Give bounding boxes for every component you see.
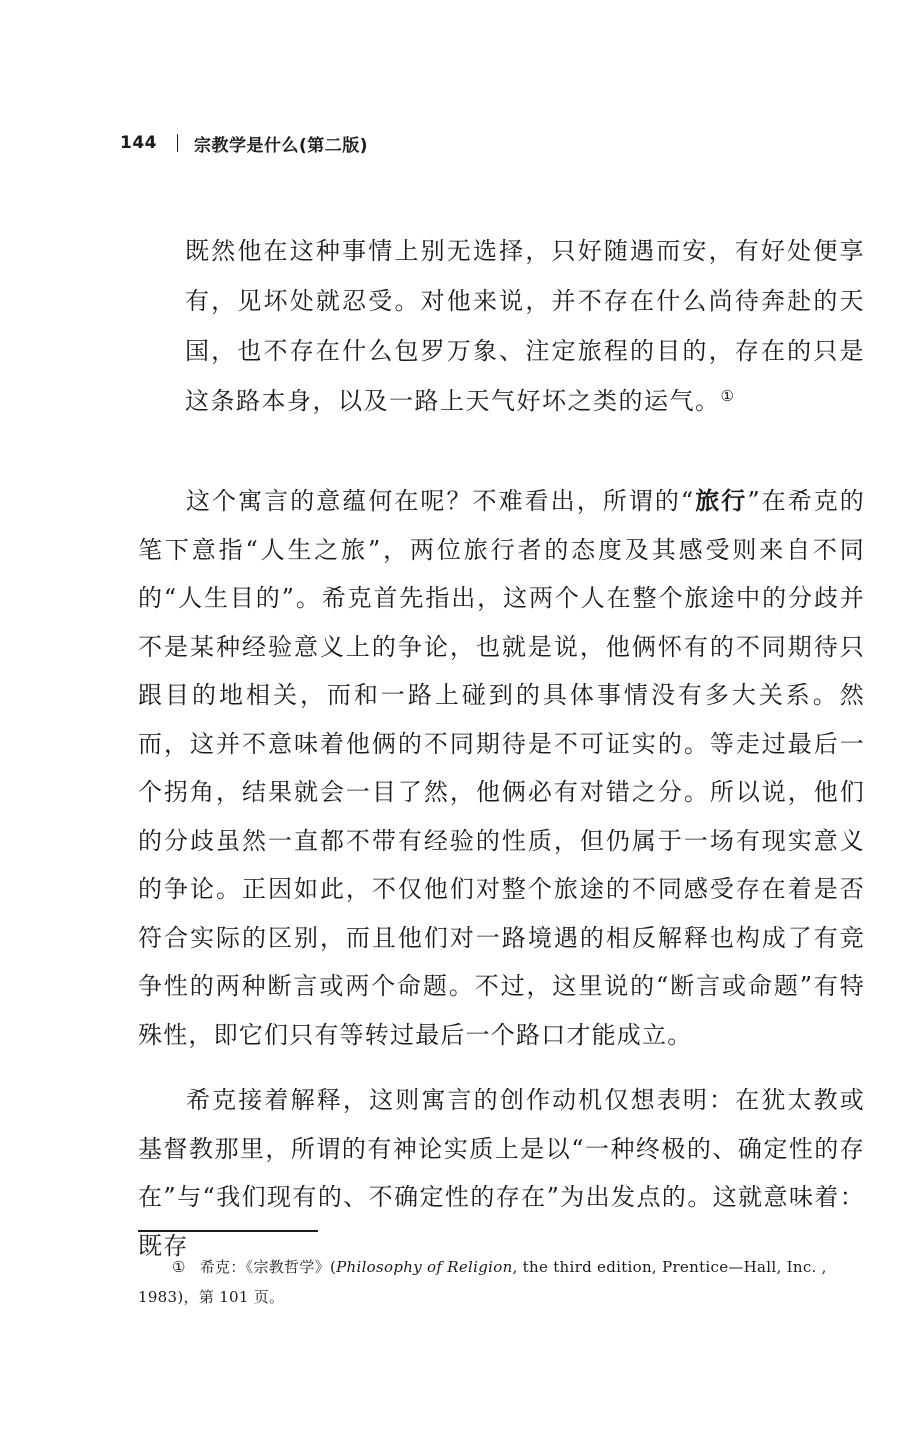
body-paragraph-2 (138, 1076, 865, 1270)
emphasized-term: 旅行 (694, 486, 748, 515)
footnote-divider (138, 1230, 318, 1232)
paragraph-1-text-rest: ”在希克的笔下意指“人生之旅”，两位旅行者的态度及其感受则来自不同的“人生目的”。希克首先指出，这两个人在整个旅途中的分歧并不是某种经验意义上的争论，也就是说，他俩怀有的不同期待只跟目的地相关，而和一路上碰到的具体事情没有多大关系。然而，这并不意味着他俩的不同期待是不可证实的。等走过最后一个拐角，结果就会一目了然，他俩必有对错之分。所以说，他们的分歧虽然一直都不带有经验的性质，但仍属于一场有现实意义的争论。正因如此，不仅他们对整个旅途的不同感受存在着是否符合实际的区别，而且他们对一路境遇的相反解释也构成了有竞争性的两种断言或两个命题。不过，这里说的“断言或命题”有特殊性，即它们只有等转过最后一个路口才能成立。 (138, 487, 865, 1049)
paragraph-2-text: 希克接着解释，这则寓言的创作动机仅想表明：在犹太教或基督教那里，所谓的有神论实质上是以“一种终极的、确定性的存在”与“我们现有的、不确定性的存在”为出发点的。这就意味着：既存 (138, 1086, 865, 1260)
footnote-marker: ① (172, 1258, 186, 1276)
footnote-paren: ( (329, 1258, 337, 1276)
footnote-reference: ① (720, 387, 736, 405)
block-quote-text: 既然他在这种事情上别无选择，只好随遇而安，有好处便享有，见坏处就忍受。对他来说，并不存在什么尚待奔赴的天国，也不存在什么包罗万象、注定旅程的目的，存在的只是这条路本身，以及一路上天气好坏之类的运气。 (185, 237, 865, 415)
body-paragraph-1 (138, 477, 865, 1059)
footnote (138, 1252, 878, 1312)
footnote-book-en: Philosophy of Religion (336, 1258, 513, 1276)
footnote-details: , the third edition, Prentice—Hall, Inc. , 1983)，第 101 页。 (138, 1258, 827, 1306)
footnote-author: 希克： (199, 1258, 246, 1276)
paragraph-1-text-start: 这个寓言的意蕴何在呢？不难看出，所谓的“ (186, 487, 695, 515)
book-title: 宗教学是什么(第二版) (194, 135, 369, 156)
running-header (120, 128, 368, 158)
footnote-book-cn: 《宗教哲学》 (245, 1258, 330, 1276)
page-number: 144 (120, 133, 157, 153)
header-divider (177, 134, 178, 152)
block-quote (185, 226, 865, 426)
